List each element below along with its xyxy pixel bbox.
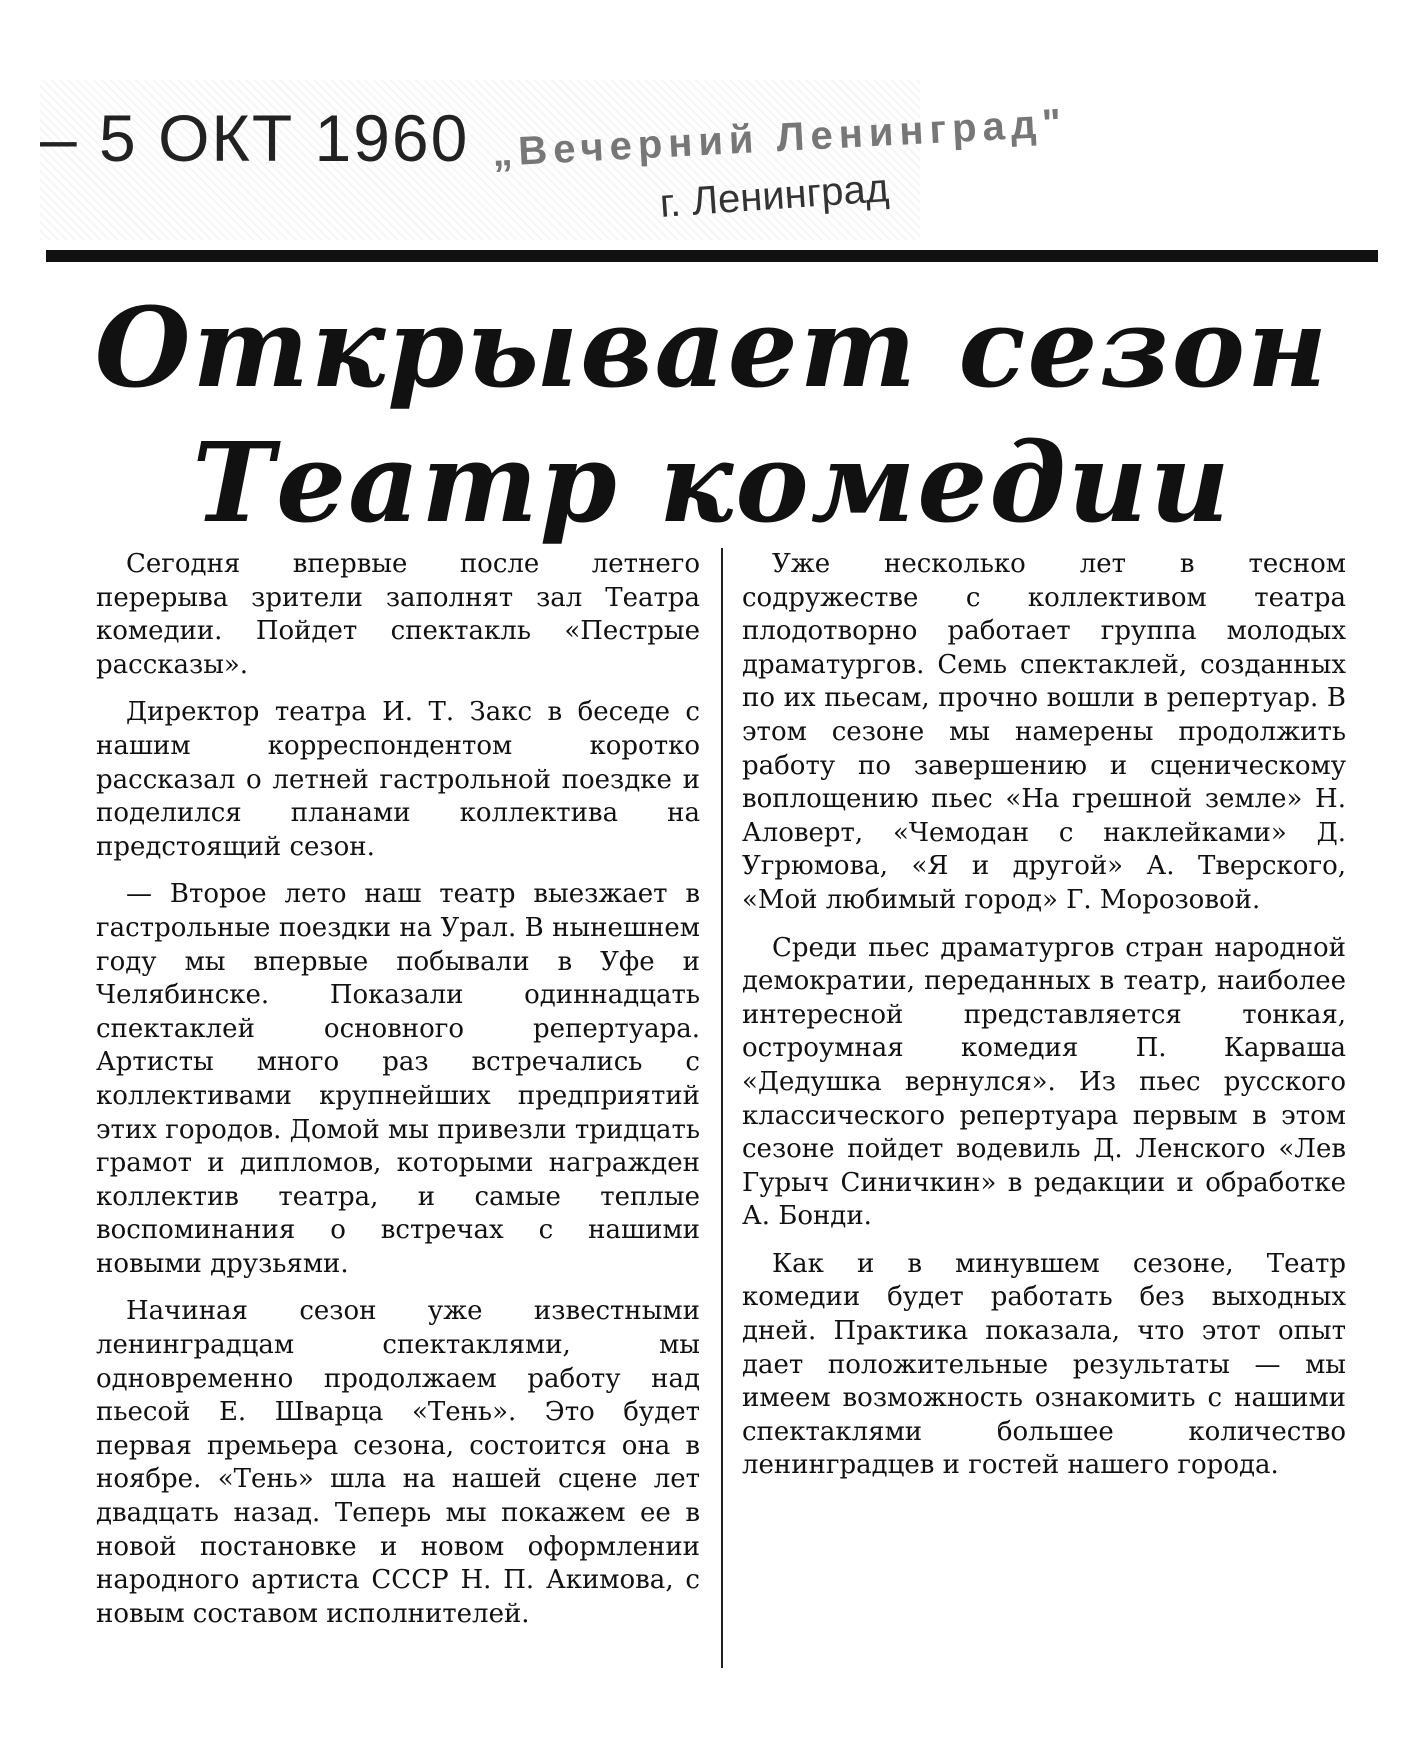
paragraph: Уже несколько лет в тесном содружестве с коллективом театра плодотворно работает группа молодых драматургов. Семь спектаклей, созданных по их пьесам, прочно вошли в репертуар. В этом сезоне мы намерены продолжить работу по завершению и сценическому воплощению пьес «На грешной земле» Н. Аловерт, «Чемодан с наклейками» Д. Угрюмова, «Я и другой» А. Тверского, «Мой любимый город» Г. Морозовой. — [742, 549, 1346, 915]
paragraph: Директор театра И. Т. Закс в беседе с нашим корреспондентом коротко рассказал о летней гастрольной поездке и поделился планами коллектива на предстоящий сезон. — [96, 697, 700, 862]
stamp-line — [40, 100, 1067, 176]
headline-line-2: Театр комедии — [192, 418, 1232, 547]
paragraph: Сегодня впервые после летнего перерыва зрители заполнят зал Театра комедии. Пойдет спектакль «Пестрые рассказы». — [96, 549, 700, 680]
headline-line-1: Открывает сезон — [94, 283, 1330, 412]
right-column — [742, 548, 1346, 1497]
header-rule — [46, 250, 1378, 262]
article-body — [96, 548, 1346, 1708]
paragraph: Как и в минувшем сезоне, Театр комедии будет работать без выходных дней. Практика показала, что этот опыт дает положительные результаты — мы имеем возможность ознакомить с нашими спектаклями большее количество ленинградцев и гостей нашего города. — [742, 1248, 1346, 1481]
stamp-city: г. Ленинград — [658, 166, 891, 226]
left-column — [96, 548, 700, 1645]
stamp-date: – 5 ОКТ 1960 — [40, 101, 470, 175]
newspaper-name: „Вечерний Ленинград" — [491, 100, 1068, 175]
article-headline — [0, 280, 1424, 550]
clipping-stamp — [40, 80, 1068, 240]
column-divider — [721, 548, 723, 1668]
paragraph: Среди пьес драматургов стран народной демократии, переданных в театр, наиболее интересной представляется тонкая, остроумная комедия П. Карваша «Дедушка вернулся». Из пьес русского классического репертуара первым в этом сезоне пойдет водевиль Д. Ленского «Лев Гурыч Синичкин» в редакции и обработке А. Бонди. — [742, 932, 1346, 1232]
paragraph: Начиная сезон уже известными ленинградцам спектаклями, мы одновременно продолжаем работу над пьесой Е. Шварца «Тень». Это будет первая премьера сезона, состоится она в ноябре. «Тень» шла на нашей сцене лет двадцать назад. Теперь мы покажем ее в новой постановке и новом оформлении народного артиста СССР Н. П. Акимова, с новым составом исполнителей. — [96, 1296, 700, 1629]
paragraph: — Второе лето наш театр выезжает в гастрольные поездки на Урал. В нынешнем году мы впервые побывали в Уфе и Челябинске. Показали одиннадцать спектаклей основного репертуара. Артисты много раз встречались с коллективами крупнейших предприятий этих городов. Домой мы привезли тридцать грамот и дипломов, которыми награжден коллектив театра, и самые теплые воспоминания о встречах с нашими новыми друзьями. — [96, 879, 700, 1279]
